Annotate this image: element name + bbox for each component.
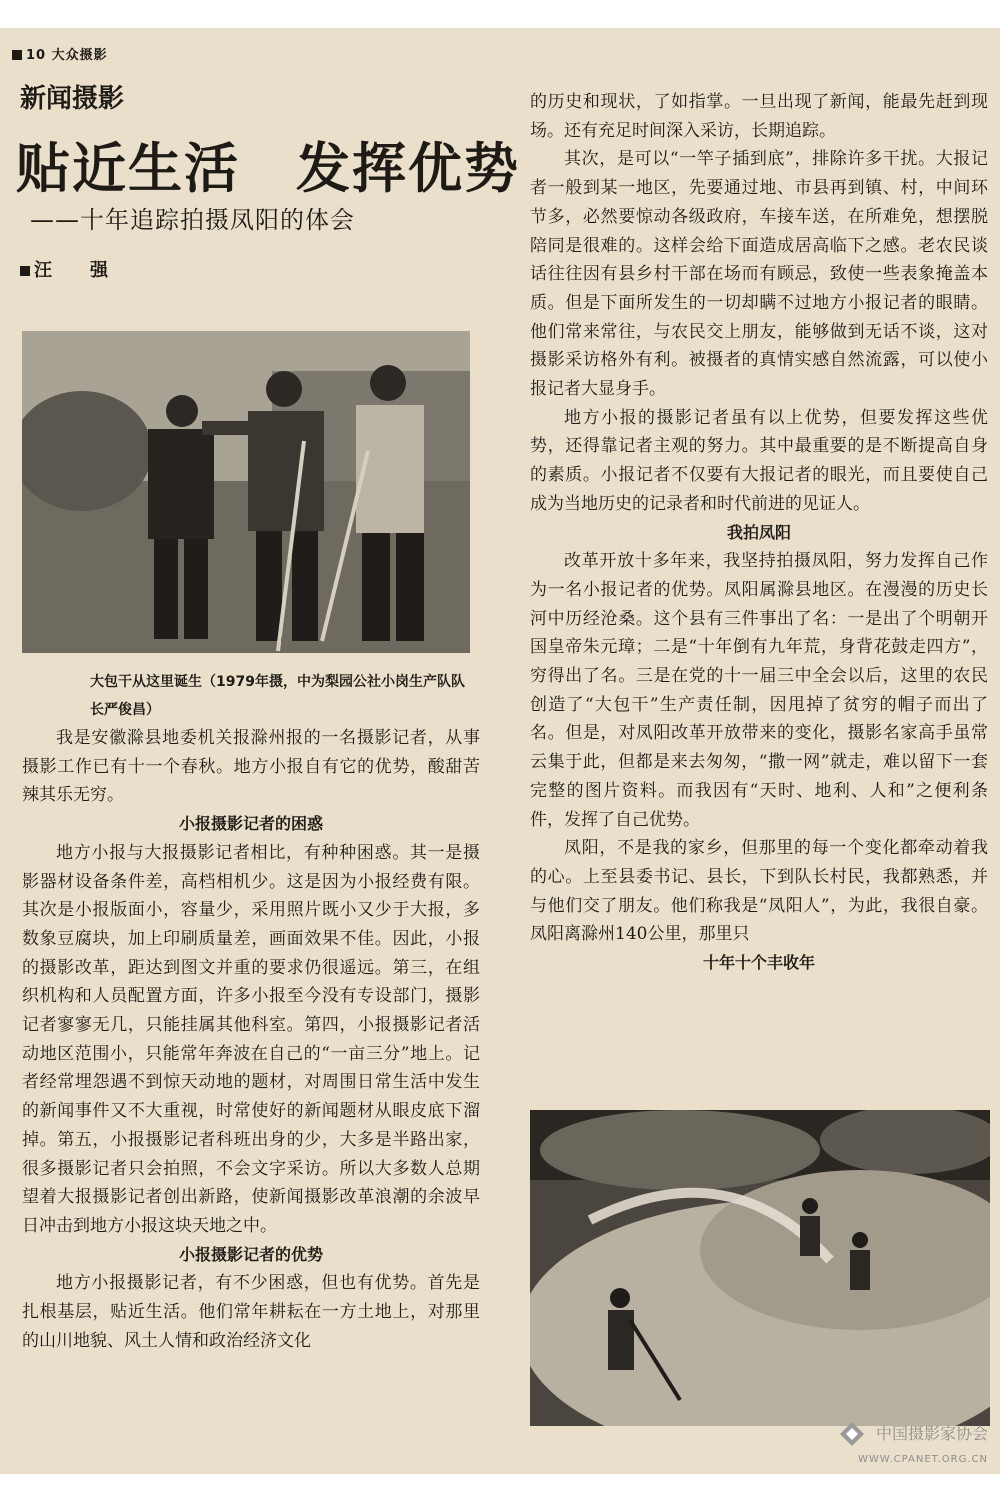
watermark-logo-icon [839,1421,865,1447]
byline-square [20,266,30,276]
author-name: 汪 强 [34,260,118,281]
section1-paragraph: 地方小报与大报摄影记者相比，有种种困惑。其一是摄影器材设备条件差，高档相机少。这是因为小报经费有限。其次是小报版面小，容量少，采用照片既小又少于大报，多数象豆腐块，加上印刷质量差，画面效果不佳。因此，小报的摄影改革，距达到图文并重的要求仍很遥远。第三，在组织机构和人员配置方面，许多小报至今没有专设部门，摄影记者寥寥无几，只能挂属其他科室。第四，小报摄影记者活动地区范围小，只能常年奔波在自己的“一亩三分”地上。记者经常埋怨遇不到惊天动地的题材，对周围日常生活中发生的新闻事件又不大重视，时常使好的新闻题材从眼皮底下溜掉。第五，小报摄影记者科班出身的少，大多是半路出家，很多摄影记者只会拍照，不会文字采访。所以大多数人总期望着大报摄影记者创出新路，使新闻摄影改革浪潮的余波早日冲击到地方小报这块天地之中。 [22,842,480,1236]
right-paragraph-4: 改革开放十多年来，我坚持拍摄凤阳，努力发挥自己作为一名小报记者的优势。凤阳属滁县地区。在漫漫的历史长河中历经沧桑。这个县有三件事出了名：一是出了个明朝开国皇帝朱元璋；二是“十年倒有九年荒，身背花鼓走四方”，穷得出了名。三是在党的十一届三中全会以后，这里的农民创造了“大包干”生产责任制，因甩掉了贫穷的帽子而出了名。但是，对凤阳改革开放带来的变化，摄影名家高手虽常云集于此，但都是来去匆匆，“撒一网”就走，难以留下一套完整的图片资料。而我因有“天时、地利、人和”之便利条件，发挥了自己优势。 [530,551,988,830]
right-paragraph-2: 其次，是可以“一竿子插到底”，排除许多干扰。大报记者一般到某一地区，先要通过地、市县再到镇、村，中间环节多，必然要惊动各级政府，车接车送，在所难免，想摆脱陪同是很难的。这样会给下面造成居高临下之感。老农民谈话往往因有县乡村干部在场而有顾忌，致使一些表象掩盖本质。但是下面所发生的一切却瞒不过地方小报记者的眼睛。他们常来常往，与农民交上朋友，能够做到无话不谈，这对摄影采访格外有利。被摄者的真情实感自然流露，可以使小报记者大显身手。 [530,149,988,400]
photo-farmers [22,331,470,653]
right-paragraph-1: 的历史和现状，了如指掌。一旦出现了新闻，能最先赶到现场。还有充足时间深入采访，长期追踪。 [530,92,988,141]
section3-title: 我拍凤阳 [726,522,791,542]
photo2-title: 十年十个丰收年 [702,953,815,973]
watermark-name: 中国摄影家协会 [875,1423,988,1443]
section1-title: 小报摄影记者的困惑 [178,814,323,834]
right-column [530,88,988,978]
magazine-page [0,28,1000,1474]
right-paragraph-5: 凤阳，不是我的家乡，但那里的每一个变化都牵动着我的心。上至县委书记、县长，下到队长村民，我都熟悉，并与他们交了朋友。他们称我是“凤阳人”，为此，我很自豪。凤阳离滁州140公里，那里只 [530,838,988,945]
section2-paragraph: 地方小报摄影记者，有不少困惑，但也有优势。首先是扎根基层，贴近生活。他们常年耕耘在一方土地上，对那里的山川地貌、风土人情和政治经济文化 [22,1273,480,1351]
page-label: 10 大众摄影 [26,48,108,63]
watermark-url: WWW.CPANET.ORG.CN [857,1454,988,1465]
photo-farmers-image [22,331,470,653]
header-square [12,50,22,60]
photo-harvest-image [530,1110,990,1426]
section2-title: 小报摄影记者的优势 [178,1244,323,1264]
left-column [22,724,480,1355]
byline [20,256,118,282]
article-headline: 贴近生活 发挥优势 [16,137,520,200]
intro-paragraph: 我是安徽滁县地委机关报滁州报的一名摄影记者，从事摄影工作已有十一个春秋。地方小报自有它的优势，酸甜苦辣其乐无穷。 [22,728,480,806]
watermark [839,1421,988,1467]
right-paragraph-3: 地方小报的摄影记者虽有以上优势，但要发挥这些优势，还得靠记者主观的努力。其中最重要的是不断提高自身的素质。小报记者不仅要有大报记者的眼光，而且要使自己成为当地历史的记录者和时代前进的见证人。 [530,407,988,514]
page-header [12,44,108,63]
photo1-caption: 大包干从这里诞生（1979年摄，中为梨园公社小岗生产队队长严俊昌） [90,674,465,718]
section-kicker: 新闻摄影 [20,84,125,114]
article-subhead: ——十年追踪拍摄凤阳的体会 [30,206,355,234]
photo-harvest [530,1110,990,1426]
